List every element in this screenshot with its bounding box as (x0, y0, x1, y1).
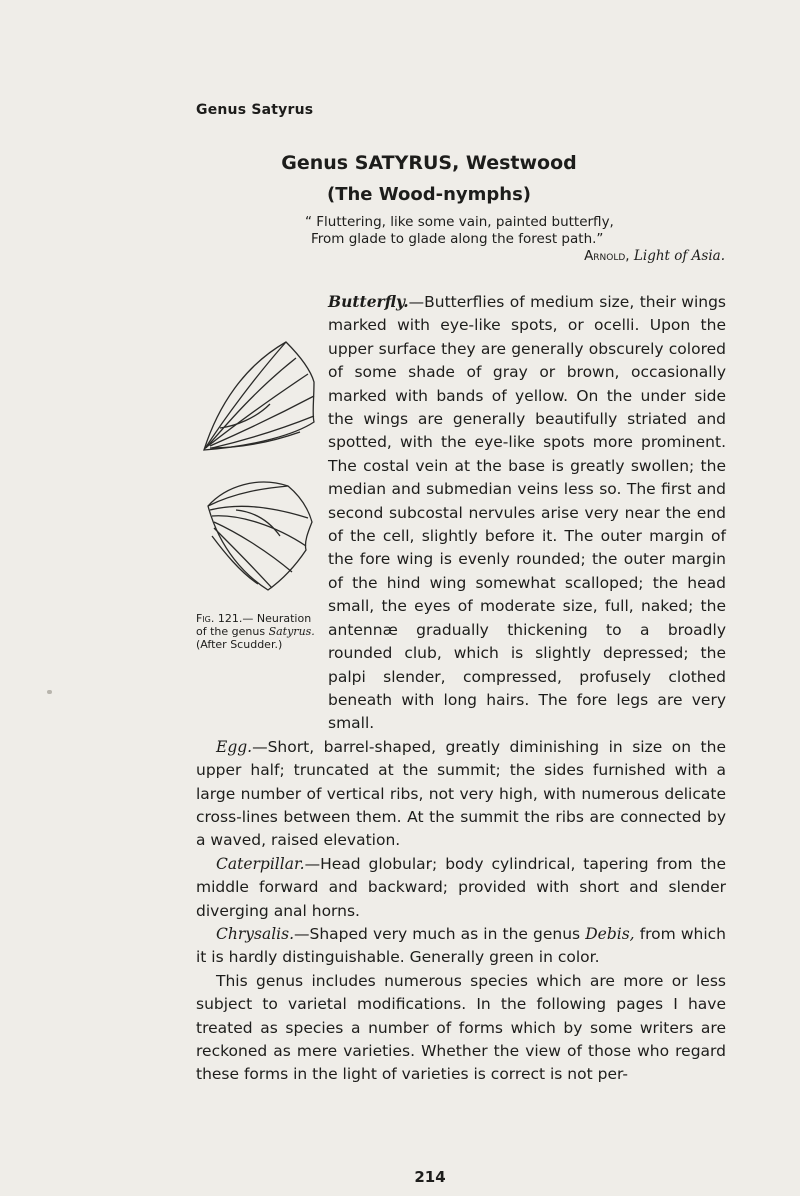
figure-caption-text: — Neuration of the genus (196, 612, 312, 638)
figure-caption (196, 612, 320, 651)
epigraph-line-2: From glade to glade along the forest path.” (311, 231, 604, 247)
section-text-caterpillar: —Head globular; body cylindrical, tapering from the middle forward and backward; provided with short and slender diverging anal horns. (196, 854, 726, 920)
figure-credit: (After Scudder.) (196, 638, 283, 651)
paragraph-butterfly (196, 290, 726, 736)
chapter-title: Genus SATYRUS, Westwood (281, 152, 577, 174)
chrysalis-genus: Debis, (585, 924, 635, 943)
section-text-butterfly: —Butterflies of medium size, their wings marked with eye-like spots, or ocelli. Upon the upper surface they are generally obscurely colored of some shade of gray or brown, occasionally marked with bands of yellow. On the under side the wings are generally beautifully striated and spotted, with the eye-like spots more prominent. The costal vein at the base is greatly swollen; the median and submedian veins less so. The first and second subcostal nervules arise very near the end of the cell, slightly before it. The outer margin of the fore wing is evenly rounded; the outer margin of the hind wing somewhat scalloped; the head small, the eyes of moderate size, full, naked; the antennæ gradually thickening to a broadly rounded club, which is slightly depressed; the palpi slender, compressed, profusely clothed beneath with long hairs. The fore legs are very small. (328, 293, 726, 733)
paragraph-egg (196, 736, 726, 853)
body-text (196, 290, 726, 1087)
section-text-chrysalis-b: from which it is hardly distinguishable. Generally green in color. (196, 924, 726, 967)
section-label-butterfly: Butterfly. (328, 292, 409, 311)
wing-neuration-illustration (196, 336, 320, 606)
chapter-subtitle: (The Wood-nymphs) (326, 184, 532, 205)
section-text-chrysalis-a: —Shaped very much as in the genus (294, 924, 586, 943)
paragraph-chrysalis (196, 923, 726, 970)
figure-number: Fig. 121. (196, 612, 243, 625)
running-head: Genus Satyrus (196, 102, 314, 118)
figure-neuration (196, 336, 320, 728)
page-number: 214 (414, 1168, 446, 1186)
section-text-egg: —Short, barrel-shaped, greatly diminishing in size on the upper half; truncated at the summit; the sides furnished with a large number of vertical ribs, not very high, with numerous delicate cross-lines between them. At the summit the ribs are connected by a waved, raised elevation. (196, 737, 726, 850)
epigraph (305, 214, 725, 265)
section-label-caterpillar: Caterpillar. (216, 854, 305, 873)
paragraph-caterpillar (196, 853, 726, 923)
section-label-chrysalis: Chrysalis. (216, 924, 294, 943)
epigraph-author: Arnold, (584, 248, 630, 264)
epigraph-work: Light of Asia. (633, 248, 725, 264)
paragraph-closing: This genus includes numerous species which are more or less subject to varietal modifications. In the following pages I have treated as species a number of forms which by some writers are reckoned as mere varieties. Whether the view of those who regard these forms in the light of varieties is correct is not per- (196, 971, 726, 1084)
section-label-egg: Egg. (216, 737, 253, 756)
epigraph-attribution (305, 248, 725, 265)
paper-speck (47, 690, 52, 694)
figure-genus: Satyrus. (268, 625, 315, 638)
epigraph-line-1: “ Fluttering, like some vain, painted butterfly, (305, 214, 614, 230)
